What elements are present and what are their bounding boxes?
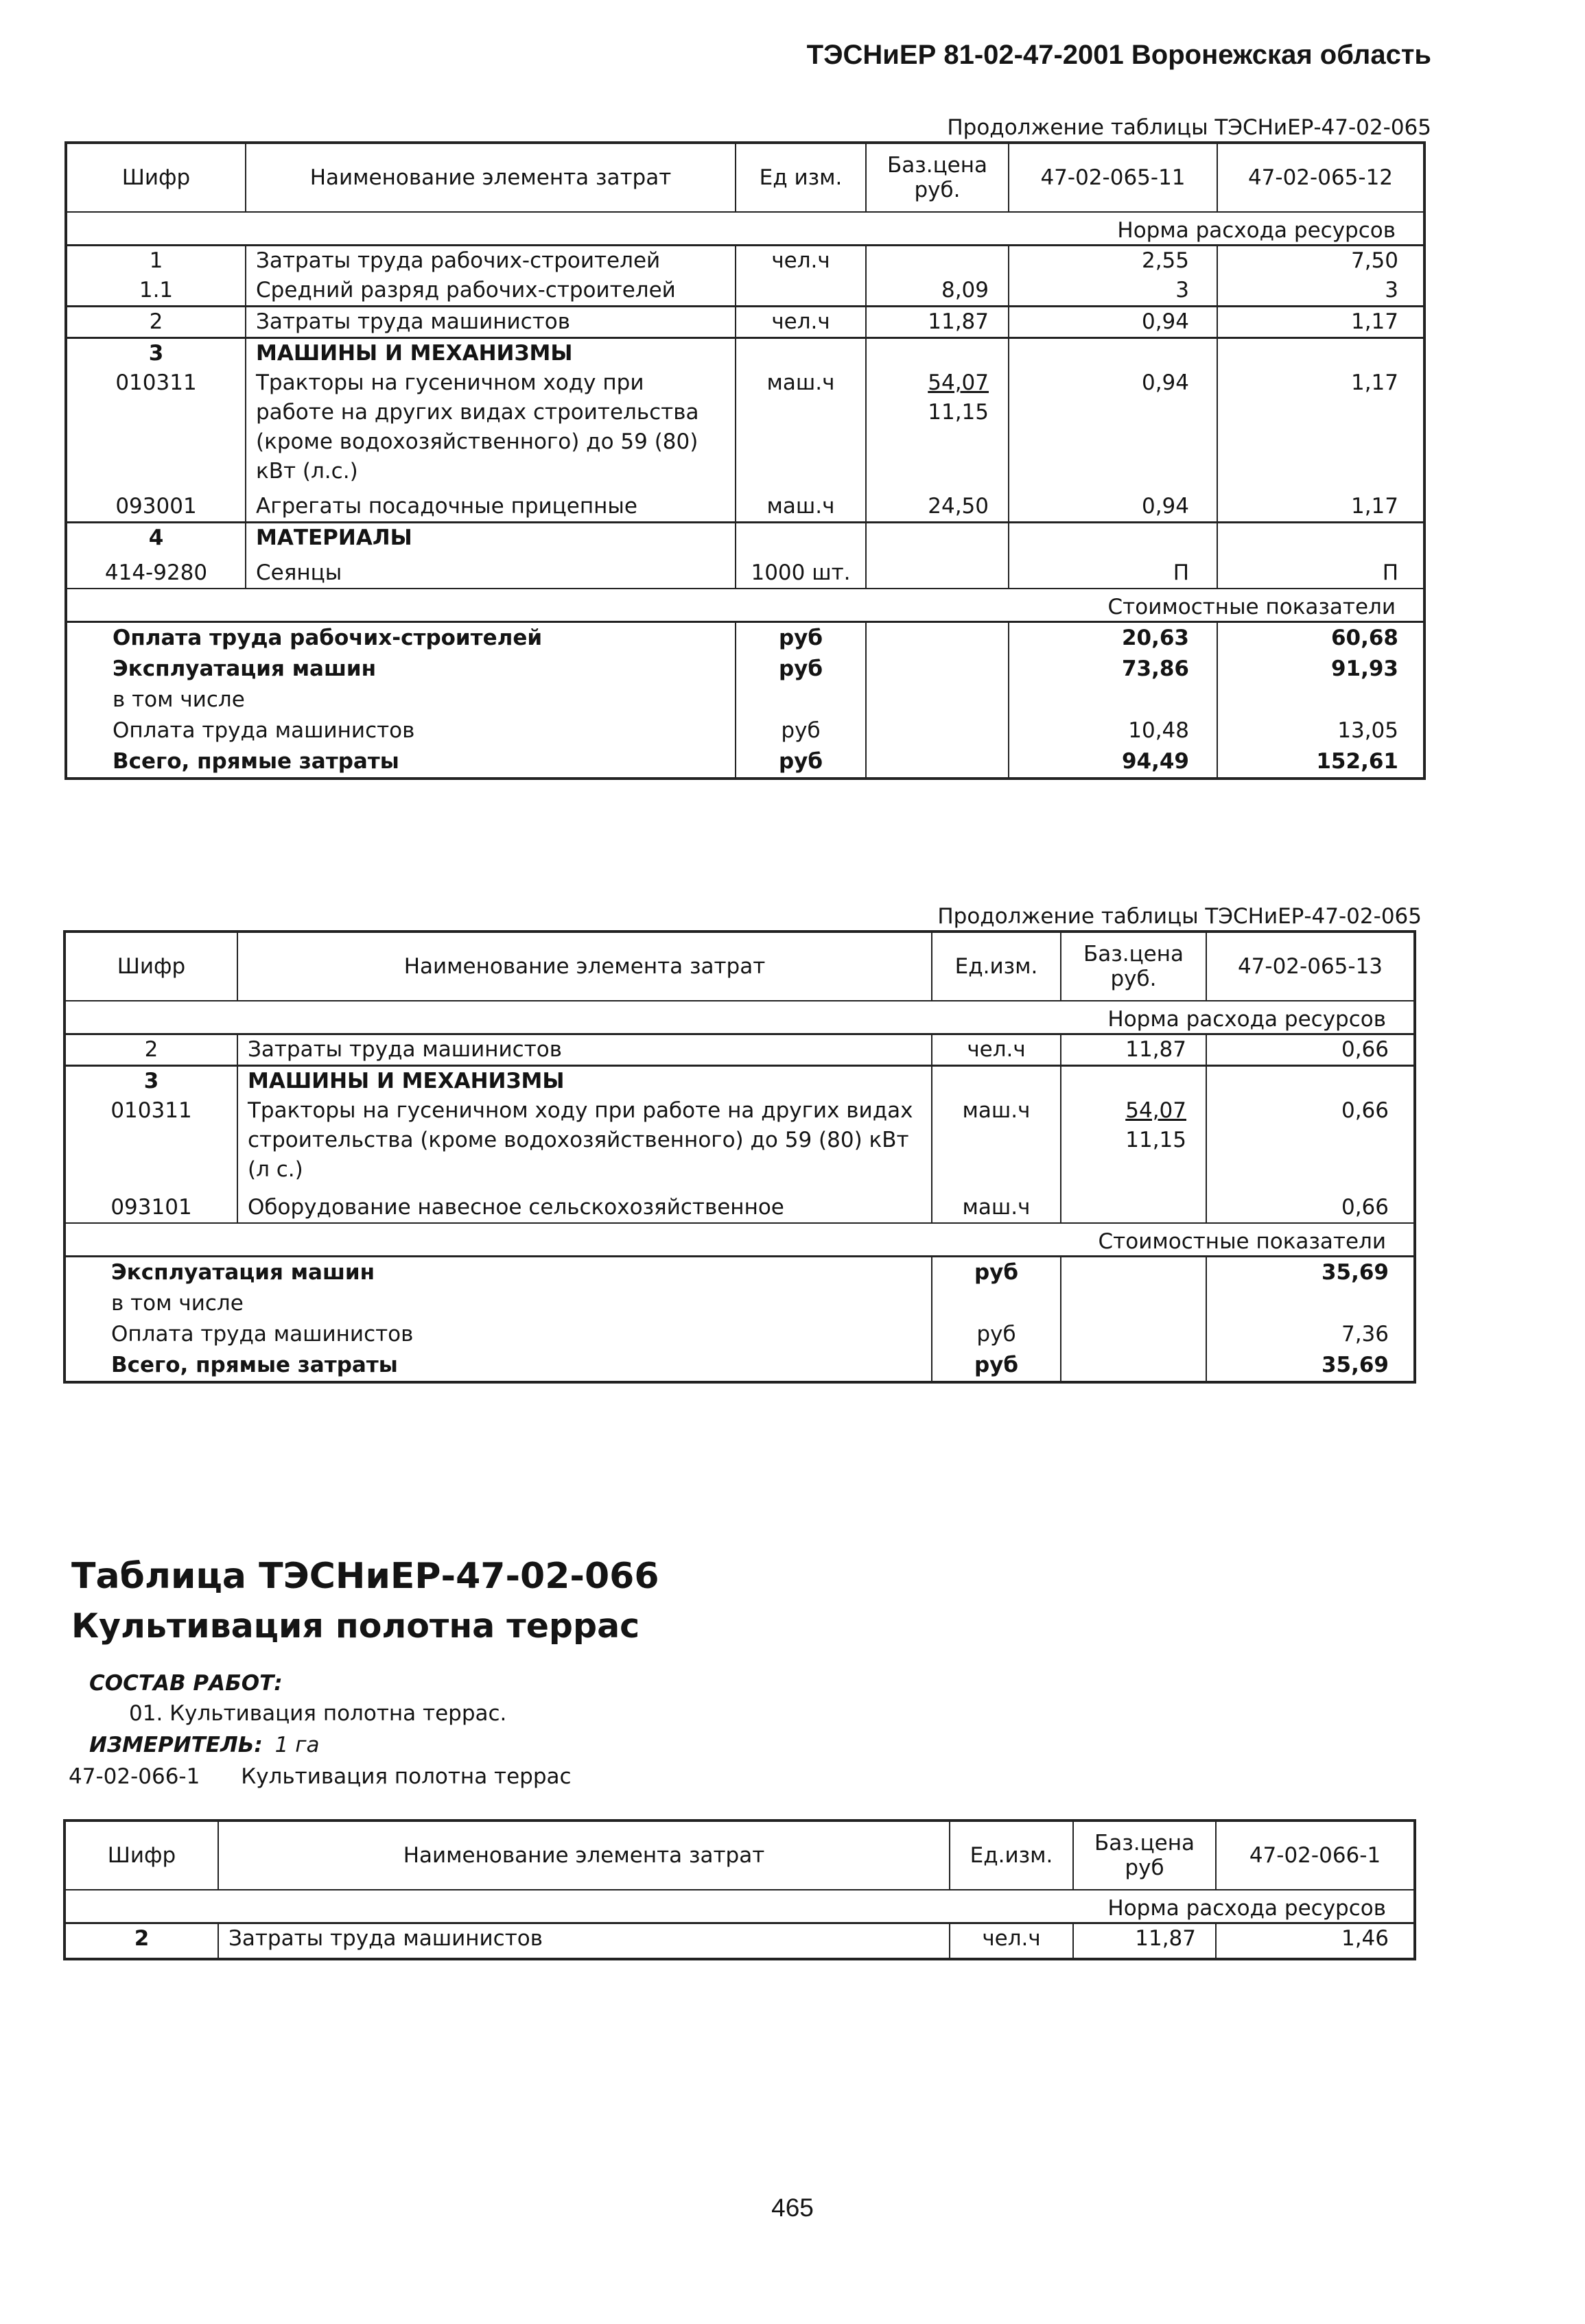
cell-price — [866, 523, 1009, 559]
cell-value-a: 2,55 — [1009, 246, 1217, 276]
cell-unit: чел.ч — [736, 307, 866, 338]
total-value-a: 35,69 — [1206, 1350, 1415, 1382]
table-header-row — [66, 143, 1424, 212]
cell-code: 4 — [66, 523, 246, 559]
price-value-secondary: 11,15 — [928, 400, 989, 425]
cell-name: Тракторы на гусеничном ходу при работе на других видах строительства (кроме водохозяйственного) до 59 (80) кВт (л с.) — [237, 1096, 932, 1193]
cell-unit: чел.ч — [950, 1923, 1073, 1960]
cell-code: 010311 — [110, 1098, 192, 1123]
total-unit: руб — [736, 746, 866, 779]
cell-unit: маш.ч — [736, 368, 866, 492]
work-composition-label: СОСТАВ РАБОТ: — [89, 1671, 283, 1696]
total-name: Эксплуатация машин — [64, 1257, 932, 1289]
cell-code: 2 — [66, 307, 246, 338]
cell-price — [1061, 1034, 1206, 1066]
table3 — [63, 1819, 1416, 1960]
cost-band-label: Стоимостные показатели — [66, 589, 1424, 622]
cell-value-b — [1217, 523, 1424, 559]
cell-value-a — [1009, 523, 1217, 559]
cell-name: Средний разряд рабочих-строителей — [246, 276, 736, 307]
total-row — [66, 622, 1424, 654]
cell-value-b — [1217, 338, 1424, 369]
cost-band — [64, 1223, 1415, 1257]
norm-band — [64, 1001, 1415, 1034]
total-value-b: 60,68 — [1217, 622, 1424, 654]
cell-value-a: 0,66 — [1206, 1096, 1415, 1193]
cell-name: Затраты труда машинистов — [237, 1034, 932, 1066]
price-value: 54,07 — [1125, 1098, 1186, 1123]
table-row — [66, 523, 1424, 559]
price-value: 11,87 — [928, 309, 989, 334]
total-value-a: 20,63 — [1009, 622, 1217, 654]
total-row — [64, 1257, 1415, 1289]
cell-unit — [736, 276, 866, 307]
table1-continuation-note: Продолжение таблицы ТЭСНиЕР-47-02-065 — [947, 115, 1431, 140]
cell-value-b: 1,17 — [1217, 307, 1424, 338]
cell-unit: 1000 шт. — [736, 558, 866, 589]
total-name: Оплата труда машинистов — [111, 1322, 414, 1347]
total-unit: руб — [736, 622, 866, 654]
cell-code: 2 — [64, 1923, 218, 1960]
cell-code: 1.1 — [139, 278, 174, 303]
item-name: Культивация полотна террас — [241, 1764, 572, 1789]
total-row — [64, 1319, 1415, 1350]
header-a: 47-02-066-1 — [1216, 1821, 1415, 1890]
table-row — [66, 338, 1424, 369]
cell-unit: маш.ч — [736, 492, 866, 523]
cell-unit: чел.ч — [932, 1034, 1061, 1066]
cell-value-a: П — [1009, 558, 1217, 589]
cost-band — [66, 589, 1424, 622]
price-value: 11,87 — [1125, 1037, 1186, 1062]
cell-unit: маш.ч — [932, 1096, 1061, 1193]
total-value-b: 13,05 — [1217, 715, 1424, 746]
cell-unit — [736, 523, 866, 559]
cell-value-a: 0,66 — [1206, 1034, 1415, 1066]
cell-code: 2 — [64, 1034, 237, 1066]
total-row — [66, 685, 1424, 715]
cell-code: 010311 — [115, 370, 197, 395]
header-unit: Ед.изм. — [950, 1821, 1073, 1890]
cell-price — [1061, 1096, 1206, 1193]
cell-value-a — [1009, 338, 1217, 369]
cell-price — [866, 368, 1009, 492]
header-unit: Ед.изм. — [932, 932, 1061, 1001]
header-unit: Ед изм. — [736, 143, 866, 212]
cell-name: МАШИНЫ И МЕХАНИЗМЫ — [246, 338, 736, 369]
cell-price — [866, 338, 1009, 369]
total-value-a: 7,36 — [1206, 1319, 1415, 1350]
item-line — [69, 1764, 572, 1789]
total-name: Всего, прямые затраты — [111, 1353, 398, 1377]
header-name: Наименование элемента затрат — [218, 1821, 950, 1890]
cell-price — [866, 492, 1009, 523]
section-title: Таблица ТЭСНиЕР-47-02-066 — [71, 1556, 659, 1597]
cell-value-a — [1206, 1066, 1415, 1097]
total-name: в том числе — [111, 1291, 244, 1316]
total-row — [64, 1288, 1415, 1319]
cell-code: 3 — [66, 338, 246, 369]
table-row — [64, 1066, 1415, 1097]
price-value-secondary: 11,15 — [1125, 1128, 1186, 1152]
cell-price — [866, 276, 1009, 307]
cell-name: Затраты труда машинистов — [218, 1923, 950, 1960]
total-value-a: 73,86 — [1009, 654, 1217, 685]
cell-name: МАТЕРИАЛЫ — [246, 523, 736, 559]
table2-continuation-note: Продолжение таблицы ТЭСНиЕР-47-02-065 — [937, 904, 1422, 929]
total-unit: руб — [932, 1319, 1061, 1350]
page-number: 465 — [771, 2194, 814, 2222]
cell-value-a: 0,66 — [1206, 1193, 1415, 1223]
cell-name: Оборудование навесное сельскохозяйственное — [237, 1193, 932, 1223]
total-name: Оплата труда рабочих-строителей — [66, 622, 736, 654]
meter-label: ИЗМЕРИТЕЛЬ: — [89, 1733, 263, 1757]
table-header-row — [64, 1821, 1415, 1890]
cell-price — [1061, 1066, 1206, 1097]
total-empty — [1061, 1288, 1206, 1319]
total-name: Оплата труда машинистов — [113, 718, 415, 743]
cell-value-b: 3 — [1217, 276, 1424, 307]
norm-band-label: Норма расхода ресурсов — [66, 212, 1424, 246]
table-row — [66, 368, 1424, 492]
total-value-b: 152,61 — [1217, 746, 1424, 779]
total-row — [66, 715, 1424, 746]
cell-code: 414-9280 — [104, 560, 208, 585]
table-row — [66, 307, 1424, 338]
total-unit — [736, 685, 866, 715]
cell-value-b: 7,50 — [1217, 246, 1424, 276]
price-value: 8,09 — [941, 278, 989, 303]
cell-price — [866, 246, 1009, 276]
total-empty — [1061, 1257, 1206, 1289]
table-row — [64, 1923, 1415, 1960]
meter-line — [89, 1733, 320, 1757]
total-empty — [866, 746, 1009, 779]
total-value-b — [1217, 685, 1424, 715]
total-value-a — [1206, 1288, 1415, 1319]
total-row — [66, 746, 1424, 779]
header-name: Наименование элемента затрат — [237, 932, 932, 1001]
total-unit: руб — [736, 715, 866, 746]
cell-value-a: 0,94 — [1009, 492, 1217, 523]
cell-unit — [736, 338, 866, 369]
header-name: Наименование элемента затрат — [246, 143, 736, 212]
item-code: 47-02-066-1 — [69, 1764, 200, 1789]
total-empty — [866, 685, 1009, 715]
table-row — [66, 492, 1424, 523]
cell-unit: чел.ч — [736, 246, 866, 276]
header-code: Шифр — [64, 1821, 218, 1890]
table-row — [64, 1096, 1415, 1193]
header-price: Баз.цена руб. — [866, 143, 1009, 212]
cell-code: 1 — [66, 246, 246, 276]
total-empty — [1061, 1350, 1206, 1382]
total-value-a — [1009, 685, 1217, 715]
table-row — [66, 276, 1424, 307]
cell-code: 3 — [64, 1066, 237, 1097]
cell-price — [866, 307, 1009, 338]
norm-band — [66, 212, 1424, 246]
cell-name: Затраты труда рабочих-строителей — [246, 246, 736, 276]
table-header-row — [64, 932, 1415, 1001]
total-unit: руб — [736, 654, 866, 685]
document-header: ТЭСНиЕР 81-02-47-2001 Воронежская область — [806, 40, 1431, 70]
total-empty — [866, 622, 1009, 654]
cell-value-b: П — [1217, 558, 1424, 589]
cell-price — [1061, 1193, 1206, 1223]
header-price: Баз.цена руб — [1073, 1821, 1216, 1890]
cell-code: 093001 — [115, 494, 197, 519]
total-value-a: 35,69 — [1206, 1257, 1415, 1289]
table2 — [63, 930, 1416, 1384]
norm-band — [64, 1890, 1415, 1923]
cell-name: МАШИНЫ И МЕХАНИЗМЫ — [237, 1066, 932, 1097]
cell-unit: маш.ч — [932, 1193, 1061, 1223]
total-value-a: 94,49 — [1009, 746, 1217, 779]
cell-name: Агрегаты посадочные прицепные — [246, 492, 736, 523]
total-name: Эксплуатация машин — [113, 656, 377, 681]
price-value: 24,50 — [928, 494, 989, 519]
cell-name: Сеянцы — [246, 558, 736, 589]
cell-value-a: 3 — [1009, 276, 1217, 307]
header-b: 47-02-065-12 — [1217, 143, 1424, 212]
meter-value: 1 га — [274, 1733, 320, 1757]
price-value: 54,07 — [928, 370, 989, 395]
total-name: Всего, прямые затраты — [113, 749, 399, 774]
cell-value-b: 1,17 — [1217, 492, 1424, 523]
cell-value-a: 0,94 — [1009, 307, 1217, 338]
header-price: Баз.цена руб. — [1061, 932, 1206, 1001]
cell-value-b: 1,17 — [1217, 368, 1424, 492]
total-unit: руб — [932, 1257, 1061, 1289]
table-row — [66, 558, 1424, 589]
cell-price: 11,87 — [1073, 1923, 1216, 1960]
total-row — [66, 654, 1424, 685]
table-row — [64, 1193, 1415, 1223]
header-code: Шифр — [64, 932, 237, 1001]
table-row — [64, 1034, 1415, 1066]
cell-value-a: 0,94 — [1009, 368, 1217, 492]
cell-code: 093101 — [110, 1195, 192, 1220]
total-unit: руб — [932, 1350, 1061, 1382]
norm-band-label: Норма расхода ресурсов — [64, 1890, 1415, 1923]
total-name: в том числе — [113, 687, 245, 712]
total-unit — [932, 1288, 1061, 1319]
cost-band-label: Стоимостные показатели — [64, 1223, 1415, 1257]
header-code: Шифр — [66, 143, 246, 212]
norm-band-label: Норма расхода ресурсов — [64, 1001, 1415, 1034]
total-value-b: 91,93 — [1217, 654, 1424, 685]
total-value-a: 10,48 — [1009, 715, 1217, 746]
work-composition-item: 01. Культивация полотна террас. — [129, 1701, 507, 1726]
cell-name: Затраты труда машинистов — [246, 307, 736, 338]
total-empty — [1061, 1319, 1206, 1350]
section-subtitle: Культивация полотна террас — [71, 1606, 640, 1646]
cell-value-a: 1,46 — [1216, 1923, 1415, 1960]
header-a: 47-02-065-13 — [1206, 932, 1415, 1001]
total-row — [64, 1350, 1415, 1382]
table1 — [64, 141, 1426, 780]
cell-name: Тракторы на гусеничном ходу при работе на других видах строительства (кроме водохозяйственного) до 59 (80) кВт (л.с.) — [246, 368, 736, 492]
total-empty — [866, 654, 1009, 685]
header-a: 47-02-065-11 — [1009, 143, 1217, 212]
total-empty — [866, 715, 1009, 746]
table-row — [66, 246, 1424, 276]
cell-price — [866, 558, 1009, 589]
cell-unit — [932, 1066, 1061, 1097]
